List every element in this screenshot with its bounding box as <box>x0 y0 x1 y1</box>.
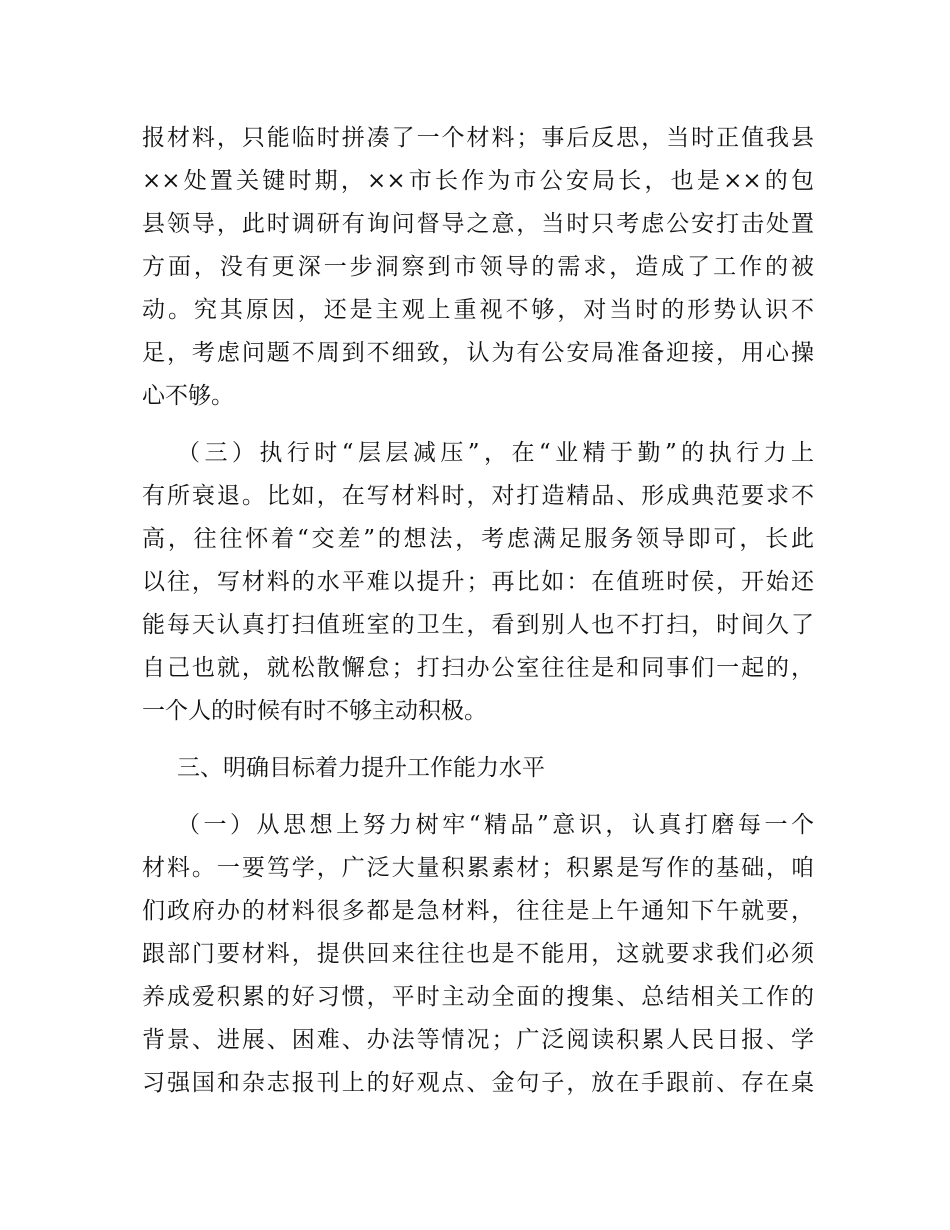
text-line: 跟部门要材料，提供回来往往也是不能用，这就要求我们必须 <box>142 941 814 967</box>
text-line: 动。究其原因，还是主观上重视不够，对当时的形势认识不 <box>142 297 814 323</box>
text-line: 方面，没有更深一步洞察到市领导的需求，造成了工作的被 <box>142 254 814 280</box>
text-line: 心不够。 <box>142 383 234 409</box>
text-line: 们政府办的材料很多都是急材料，往往是上午通知下午就要， <box>142 898 814 924</box>
text-line: 有所衰退。比如，在写材料时，对打造精品、形成典范要求不 <box>142 483 814 509</box>
text-line: 报材料，只能临时拼凑了一个材料；事后反思，当时正值我县 <box>142 125 814 151</box>
text-line: 养成爱积累的好习惯，平时主动全面的搜集、总结相关工作的 <box>142 984 814 1010</box>
text-line: 以往，写材料的水平难以提升；再比如：在值班时侯，开始还 <box>142 569 814 595</box>
text-line: 能每天认真打扫值班室的卫生，看到别人也不打扫，时间久了 <box>142 612 814 638</box>
text-line: 高，往往怀着“交差”的想法，考虑满足服务领导即可，长此 <box>142 526 814 552</box>
section-heading-line: （三）执行时“层层减压”，在“业精于勤”的执行力上 <box>177 440 814 466</box>
text-line: 自己也就，就松散懈怠；打扫办公室往往是和同事们一起的， <box>142 655 814 681</box>
text-line: 足，考虑问题不周到不细致，认为有公安局准备迎接，用心操 <box>142 340 814 366</box>
text-line: 习强国和杂志报刊上的好观点、金句子，放在手跟前、存在桌 <box>142 1070 814 1096</box>
text-line: 县领导，此时调研有询问督导之意，当时只考虑公安打击处置 <box>142 211 814 237</box>
text-line: 一个人的时候有时不够主动积极。 <box>142 698 487 724</box>
section-heading-line: （一）从思想上努力树牢“精品”意识，认真打磨每一个 <box>177 812 814 838</box>
section-title: 三、明确目标着力提升工作能力水平 <box>177 755 545 781</box>
text-line: ××处置关键时期，××市长作为市公安局长，也是××的包 <box>142 168 814 194</box>
text-line: 材料。一要笃学，广泛大量积累素材；积累是写作的基础，咱 <box>142 855 814 881</box>
text-line: 背景、进展、困难、办法等情况；广泛阅读积累人民日报、学 <box>142 1027 814 1053</box>
